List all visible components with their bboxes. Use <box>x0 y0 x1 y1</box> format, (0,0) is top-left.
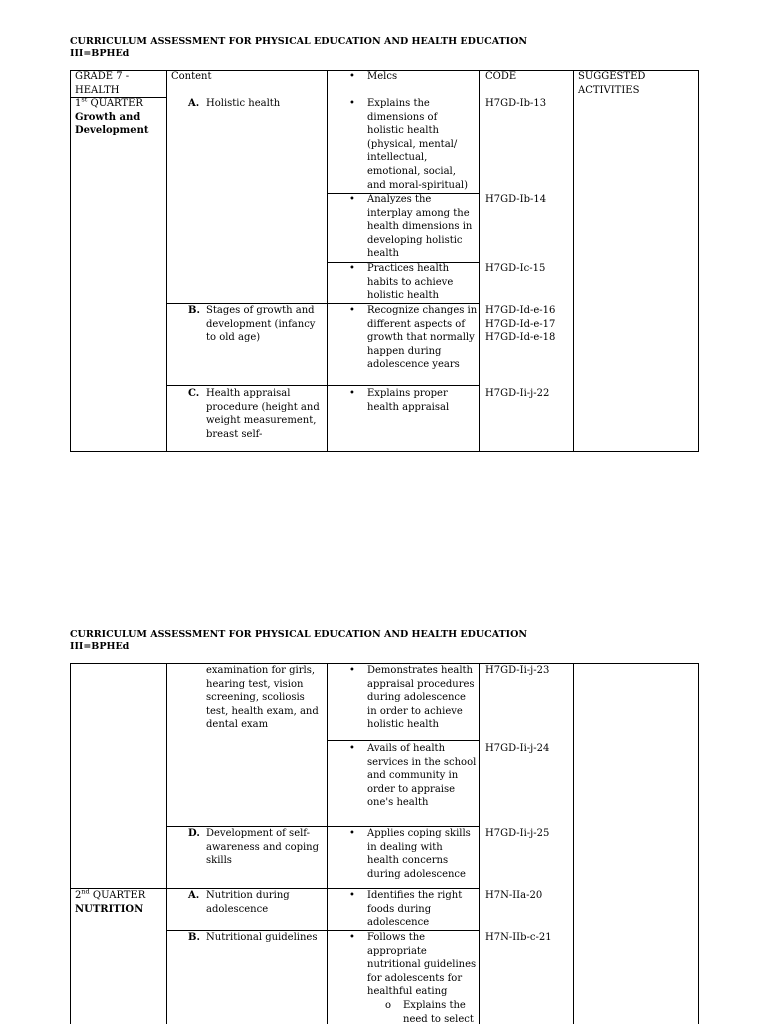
bullet-icon: • <box>349 743 355 754</box>
bullet-icon: • <box>349 932 355 943</box>
heading-subtitle: III=BPHEd <box>70 48 130 59</box>
bullet-icon: • <box>349 71 355 82</box>
bullet-icon: • <box>349 890 355 901</box>
code-cell: H7GD-Ii-j-22 <box>485 388 550 399</box>
code-cell: H7N-IIb-c-21 <box>485 932 552 943</box>
content-continued: examination for girls, hearing test, vision screening, scoliosis test, health exam, and dental exam <box>206 665 319 731</box>
heading-title: CURRICULUM ASSESSMENT FOR PHYSICAL EDUCATION AND HEALTH EDUCATION <box>70 36 528 47</box>
bullet-icon: • <box>349 388 355 399</box>
code-cell: H7GD-Ic-15 <box>485 263 546 274</box>
quarter1-title: Growth and Development <box>75 111 149 137</box>
code-cell: H7N-IIa-20 <box>485 890 543 901</box>
bullet-icon: • <box>349 828 355 839</box>
quarter2-title: NUTRITION <box>75 903 144 915</box>
code-cell: H7GD-Id-e-16 <box>485 305 556 316</box>
circle-bullet-icon: o <box>385 1000 392 1011</box>
heading-subtitle: III=BPHEd <box>70 641 130 652</box>
header-code: CODE <box>485 71 517 82</box>
quarter1-label: 1st QUARTER Growth and Development <box>75 95 149 137</box>
bullet-icon: • <box>349 263 355 274</box>
code-cell: H7GD-Ib-14 <box>485 194 547 205</box>
code-cell: H7GD-Id-e-18 <box>485 332 556 344</box>
code-cell: H7GD-Ib-13 <box>485 98 547 109</box>
bullet-icon: • <box>349 665 355 676</box>
quarter2-label: 2nd QUARTER NUTRITION <box>75 887 146 915</box>
bullet-icon: • <box>349 194 355 205</box>
code-cell: H7GD-Ii-j-25 <box>485 828 550 839</box>
heading-title: CURRICULUM ASSESSMENT FOR PHYSICAL EDUCATION AND HEALTH EDUCATION <box>70 629 528 640</box>
header-suggested-activities: SUGGESTED ACTIVITIES <box>578 71 646 96</box>
header-grade: GRADE 7 - HEALTH <box>75 71 130 96</box>
bullet-icon: • <box>349 98 355 109</box>
bullet-icon: • <box>349 305 355 316</box>
code-cell: H7GD-Ii-j-23 <box>485 665 550 676</box>
code-cell: H7GD-Id-e-17 <box>485 318 556 330</box>
header-content: Content <box>171 71 212 82</box>
code-cell: H7GD-Ii-j-24 <box>485 743 550 754</box>
